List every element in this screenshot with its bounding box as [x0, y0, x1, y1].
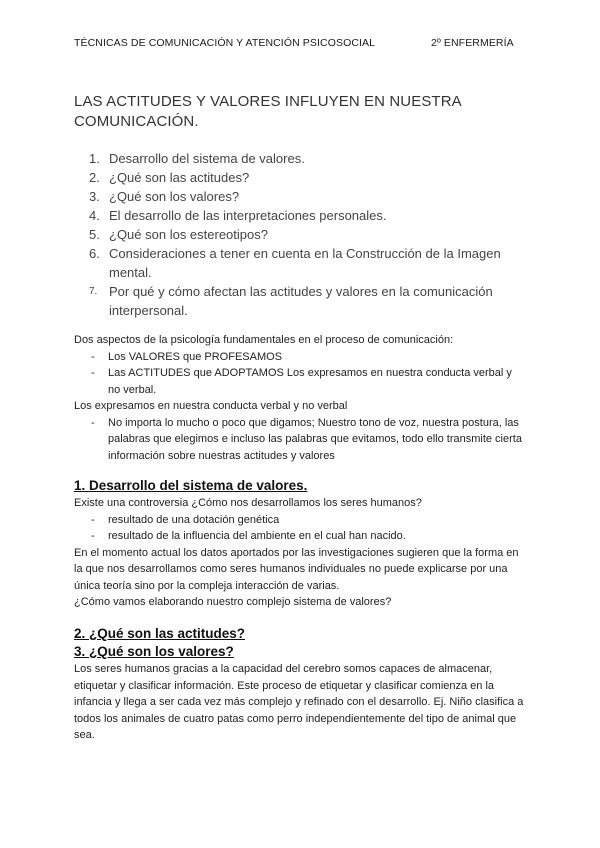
course-name: TÉCNICAS DE COMUNICACIÓN Y ATENCIÓN PSICOSOCIAL: [74, 37, 376, 49]
list-item: - Las ACTITUDES que ADOPTAMOS Los expresamos en nuestra conducta verbal y no verbal.: [91, 367, 512, 396]
intro-lead: Dos aspectos de la psicología fundamentales en el proceso de comunicación:: [74, 334, 454, 346]
list-item: - Los VALORES que PROFESAMOS: [91, 350, 283, 363]
section-3-heading: 3. ¿Qué son los valores?: [74, 644, 234, 659]
section-3-paragraph: Los seres humanos gracias a la capacidad del cerebro somos capaces de almacenar, etiquetar y clasificar información. Este proceso de etiquetar y clasificar comienza en la infancia y llega a ser cada vez más complejo y refinado con el desarrollo. Ej. Niño clasifica a todos los animales de cuatro patas como perro independientemente del tipo de animal que sea.: [74, 663, 524, 741]
table-of-contents: [89, 149, 539, 320]
toc-item: 6. Consideraciones a tener en cuenta en la Construcción de la Imagen mental.: [89, 246, 501, 280]
intro-lead-2: Los expresamos en nuestra conducta verbal y no verbal: [74, 400, 348, 412]
toc-item: 3. ¿Qué son los valores?: [89, 189, 240, 204]
section-1-heading: 1. Desarrollo del sistema de valores.: [74, 478, 308, 493]
list-item: - resultado de una dotación genética: [91, 513, 280, 526]
document-title: LAS ACTITUDES Y VALORES INFLUYEN EN NUESTRA COMUNICACIÓN.: [74, 93, 461, 130]
toc-item: 4. El desarrollo de las interpretaciones personales.: [89, 208, 387, 223]
course-level: 2º ENFERMERÍA: [431, 37, 514, 49]
section-1-paragraph: En el momento actual los datos aportados por las investigaciones sugieren que la forma en la que nos desarrollamos como seres humanos individuales no puede explicarse por una única teoría sino por la compleja interacción de varias.: [74, 546, 519, 592]
list-item: - resultado de la influencia del ambiente en el cual han nacido.: [91, 530, 406, 542]
section-2-heading: 2. ¿Qué son las actitudes?: [74, 626, 246, 641]
intro-section: [74, 332, 524, 464]
toc-item: 1. Desarrollo del sistema de valores.: [89, 151, 305, 166]
intro-list-2: [74, 415, 524, 465]
intro-list: [74, 349, 524, 399]
list-item: - No importa lo mucho o poco que digamos; Nuestro tono de voz, nuestra postura, las palabras que elegimos e incluso las palabras que evitamos, todo ello transmite cierta información sobre nuestras actitudes y valores: [91, 416, 522, 462]
section-2-3: [74, 625, 524, 744]
section-1-list: [74, 512, 524, 545]
section-1-lead: Existe una controversia ¿Cómo nos desarrollamos los seres humanos?: [74, 497, 422, 509]
toc-item: 2. ¿Qué son las actitudes?: [89, 170, 250, 185]
toc-item: 5. ¿Qué son los estereotipos?: [89, 227, 268, 242]
section-1-question: ¿Cómo vamos elaborando nuestro complejo sistema de valores?: [74, 596, 392, 608]
section-1: [74, 477, 524, 611]
toc-item: 7. Por qué y cómo afectan las actitudes y valores en la comunicación interpersonal.: [89, 284, 493, 318]
